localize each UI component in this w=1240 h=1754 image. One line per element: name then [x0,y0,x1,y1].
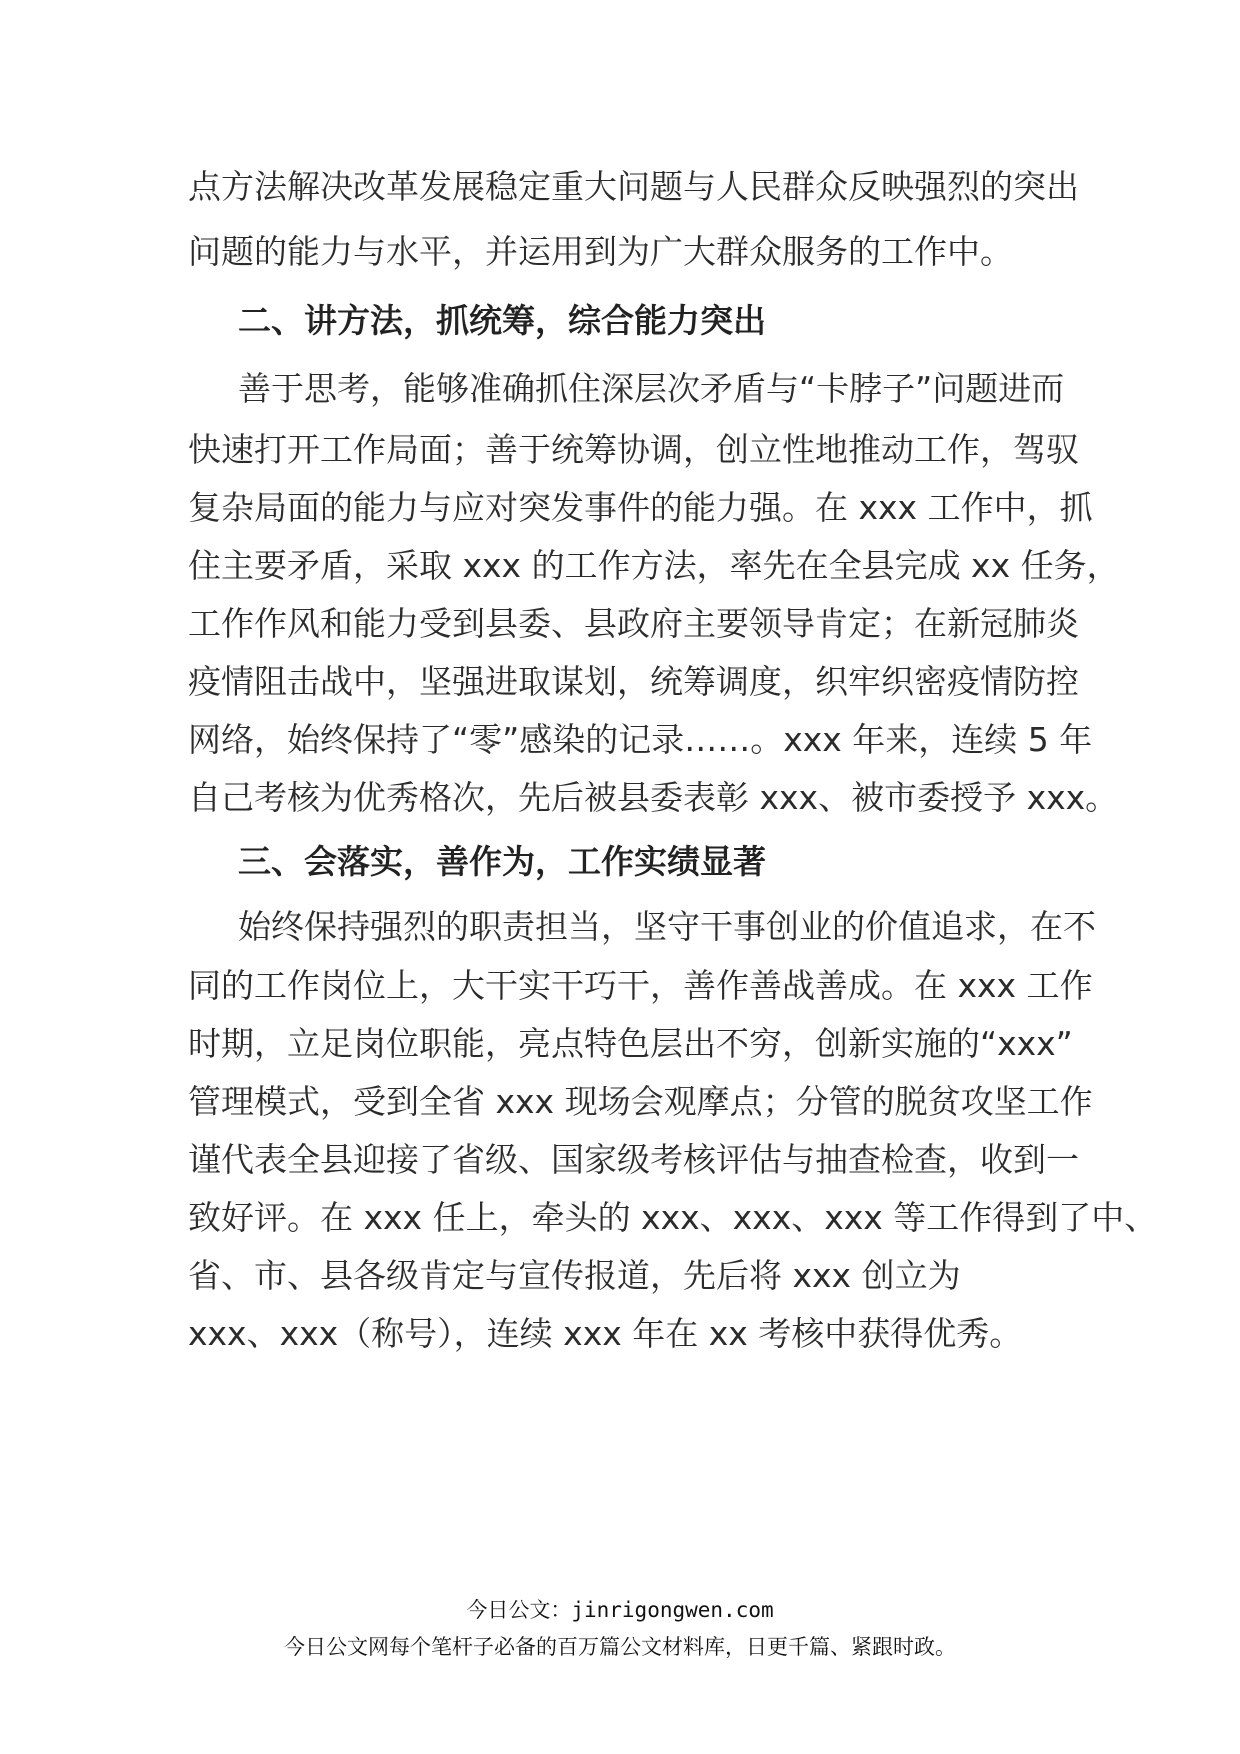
footer-tagline: 今日公文网每个笔杆子必备的百万篇公文材料库，日更千篇、紧跟时政。 [284,1635,956,1659]
footer-url-link[interactable]: jinrigongwen.com [571,1598,774,1622]
paragraph-line: 疫情阻击战中，坚强进取谋划，统筹调度，织牢织密疫情防控 [188,662,1079,701]
paragraph-line: 时期，立足岗位职能，亮点特色层出不穷，创新实施的“xxx” [188,1024,1073,1063]
paragraph-line: 问题的能力与水平，并运用到为广大群众服务的工作中。 [188,232,1013,271]
paragraph-line: 点方法解决改革发展稳定重大问题与人民群众反映强烈的突出 [188,167,1079,206]
paragraph-line: 始终保持强烈的职责担当，坚守干事创业的价值追求，在不 [238,907,1096,946]
paragraph-line: 善于思考，能够准确抓住深层次矛盾与“卡脖子”问题进而 [238,369,1065,408]
section-heading-2: 二、讲方法，抓统筹，综合能力突出 [238,301,766,340]
section-heading-3: 三、会落实，善作为，工作实绩显著 [238,842,766,881]
paragraph-line: xxx、xxx（称号），连续 xxx 年在 xx 考核中获得优秀。 [188,1314,1023,1353]
paragraph-line: 复杂局面的能力与应对突发事件的能力强。在 xxx 工作中，抓 [188,488,1093,527]
paragraph-line: 省、市、县各级肯定与宣传报道，先后将 xxx 创立为 [188,1256,961,1295]
paragraph-line: 自己考核为优秀格次，先后被县委表彰 xxx、被市委授予 xxx。 [188,778,1119,817]
paragraph-line: 谨代表全县迎接了省级、国家级考核评估与抽查检查，收到一 [188,1140,1079,1179]
paragraph-line: 同的工作岗位上，大干实干巧干，善作善战善成。在 xxx 工作 [188,966,1093,1005]
paragraph-line: 快速打开工作局面；善于统筹协调，创立性地推动工作，驾驭 [188,430,1079,469]
paragraph-line: 网络，始终保持了“零”感染的记录……。xxx 年来，连续 5 年 [188,720,1093,759]
paragraph-line: 工作作风和能力受到县委、县政府主要领导肯定；在新冠肺炎 [188,604,1079,643]
footer-label: 今日公文： [466,1598,572,1622]
footer-site-line [0,1594,1240,1624]
paragraph-line: 致好评。在 xxx 任上，牵头的 xxx、xxx、xxx 等工作得到了中、 [188,1198,1158,1237]
document-body [188,154,1158,1363]
paragraph-line: 管理模式，受到全省 xxx 现场会观摩点；分管的脱贫攻坚工作 [188,1082,1093,1121]
paragraph-line: 住主要矛盾，采取 xxx 的工作方法，率先在全县完成 xx 任务， [188,546,1120,585]
